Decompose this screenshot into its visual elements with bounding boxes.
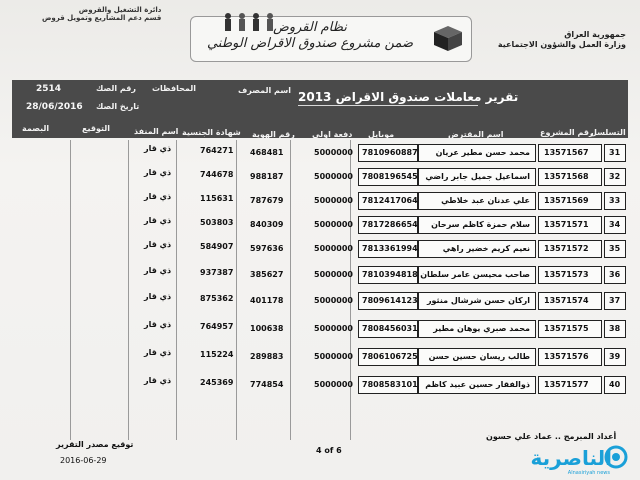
bank-name-label: اسم المصرف (238, 86, 291, 95)
borrower-name-cell: اركان حسن شرشال منثور (426, 296, 530, 305)
logo-line-2: ضمن مشروع صندوق الاقراض الوطني (206, 36, 414, 51)
col-header-signature: التوقيع (82, 124, 110, 133)
page-indicator: 4 of 6 (316, 446, 342, 455)
project-no-cell: 13571569 (544, 196, 589, 205)
project-no-cell: 13571576 (544, 352, 589, 361)
seq-cell: 31 (609, 148, 621, 157)
seq-cell: 39 (609, 352, 621, 361)
department-header (42, 6, 161, 22)
table-row (14, 192, 626, 212)
first-payment-cell: 5000000 (314, 352, 353, 361)
seq-cell: 36 (609, 270, 621, 279)
seq-cell: 40 (609, 380, 621, 389)
col-header-id-no: رقم الهوية (252, 130, 295, 139)
department-line-1: دائرة التشغيل والقروض (78, 6, 162, 14)
mobile-cell: 7810394818 (362, 270, 418, 279)
col-header-executor-name: اسم المنفذ (134, 127, 179, 136)
seq-cell: 34 (609, 220, 621, 229)
watermark-subtitle: Alnasiriyah news (567, 470, 610, 476)
table-row (14, 376, 626, 396)
nationality-cert-cell: 764957 (200, 322, 234, 331)
cube-logo-icon (430, 22, 464, 52)
mobile-cell: 7813361994 (362, 244, 418, 253)
col-header-nationality-cert: شهادة الجنسية (182, 128, 241, 137)
project-no-cell: 13571572 (544, 244, 589, 253)
borrower-name-cell: اسماعيل جميل جابر راضي (425, 172, 530, 181)
table-row (14, 216, 626, 236)
nationality-cert-cell: 115631 (200, 194, 234, 203)
executor-cell: ذي قار (144, 266, 172, 275)
col-header-first-payment: دفعة اولى (312, 130, 353, 139)
project-no-cell: 13571568 (544, 172, 589, 181)
borrower-name-cell: طالب ريسان حسين حسن (428, 352, 530, 361)
id-no-cell: 988187 (250, 172, 284, 181)
col-header-borrower-name: اسم المقترض (448, 130, 504, 139)
check-number-value: 2514 (36, 84, 62, 94)
report-date: 2016-06-29 (60, 456, 107, 465)
first-payment-cell: 5000000 (314, 296, 353, 305)
system-logo-title (205, 20, 415, 52)
table-row (14, 292, 626, 312)
project-no-cell: 13571573 (544, 270, 589, 279)
project-no-cell: 13571575 (544, 324, 589, 333)
id-no-cell: 385627 (250, 270, 284, 279)
table-row (14, 266, 626, 286)
nationality-cert-cell: 875362 (200, 294, 234, 303)
first-payment-cell: 5000000 (314, 196, 353, 205)
nationality-cert-cell: 584907 (200, 242, 234, 251)
first-payment-cell: 5000000 (314, 148, 353, 157)
report-title: تقرير معاملات صندوق الاقراض 2013 (298, 90, 519, 104)
ministry-line-2: وزارة العمل والشؤون الاجتماعية (497, 40, 626, 49)
mobile-cell: 7806106725 (362, 352, 418, 361)
id-no-cell: 289883 (250, 352, 284, 361)
watermark-name: الناصرية (530, 446, 612, 470)
check-number-label: رقم الصك (96, 84, 136, 93)
mobile-cell: 7809614123 (362, 296, 418, 305)
col-header-mobile: موبايل (368, 130, 395, 139)
seq-cell: 32 (609, 172, 621, 181)
department-line-2: قسم دعم المشاريع وتمويل قروض (42, 14, 162, 22)
executor-cell: ذي قار (144, 348, 172, 357)
nationality-cert-cell: 937387 (200, 268, 234, 277)
executor-cell: ذي قار (144, 192, 172, 201)
borrower-name-cell: صاحب محيسن عامر سلطان (420, 270, 530, 279)
mobile-cell: 7810960887 (362, 148, 418, 157)
table-row (14, 240, 626, 260)
first-payment-cell: 5000000 (314, 244, 353, 253)
mobile-cell: 7812417064 (362, 196, 418, 205)
nationality-cert-cell: 503803 (200, 218, 234, 227)
nationality-cert-cell: 764271 (200, 146, 234, 155)
id-no-cell: 597636 (250, 244, 284, 253)
id-no-cell: 401178 (250, 296, 284, 305)
first-payment-cell: 5000000 (314, 270, 353, 279)
mobile-cell: 7808583101 (362, 380, 418, 389)
seq-cell: 35 (609, 244, 621, 253)
table-row (14, 168, 626, 188)
check-date-value: 28/06/2016 (26, 102, 83, 112)
seq-cell: 38 (609, 324, 621, 333)
table-row (14, 320, 626, 340)
col-header-project-no: رقم المشروع (540, 128, 594, 137)
first-payment-cell: 5000000 (314, 172, 353, 181)
nationality-cert-cell: 115224 (200, 350, 234, 359)
id-no-cell: 100638 (250, 324, 284, 333)
check-date-label: تاريخ الصك (96, 102, 140, 111)
project-no-cell: 13571567 (544, 148, 589, 157)
col-header-seq: التسلسل (590, 128, 626, 137)
report-source-signature: توقيع مصدر التقرير (56, 440, 134, 449)
report-title-underline (298, 105, 478, 106)
borrower-name-cell: محمد حسن مطير عريان (435, 148, 530, 157)
id-no-cell: 840309 (250, 220, 284, 229)
first-payment-cell: 5000000 (314, 220, 353, 229)
borrower-name-cell: علي عدنان عبد خلاطي (441, 196, 530, 205)
executor-cell: ذي قار (144, 144, 172, 153)
mobile-cell: 7817286654 (362, 220, 418, 229)
project-no-cell: 13571577 (544, 380, 589, 389)
nationality-cert-cell: 744678 (200, 170, 234, 179)
provinces-label: المحافظات (152, 84, 196, 93)
executor-cell: ذي قار (144, 168, 172, 177)
executor-cell: ذي قار (144, 376, 172, 385)
borrower-name-cell: نعيم كريم خضير راهي (442, 244, 530, 253)
seq-cell: 33 (609, 196, 621, 205)
mobile-cell: 7808456031 (362, 324, 418, 333)
borrower-name-cell: سلام حمزة كاظم سرحان (431, 220, 530, 229)
ministry-line-1: جمهورية العراق (564, 30, 626, 39)
id-no-cell: 774854 (250, 380, 284, 389)
borrower-name-cell: محمد صبري يوهان مطير (433, 324, 530, 333)
ministry-header (498, 30, 626, 50)
executor-cell: ذي قار (144, 240, 172, 249)
project-no-cell: 13571574 (544, 296, 589, 305)
table-row (14, 144, 626, 164)
mobile-cell: 7808196545 (362, 172, 418, 181)
col-header-fingerprint: البصمة (22, 124, 50, 133)
seq-cell: 37 (609, 296, 621, 305)
first-payment-cell: 5000000 (314, 324, 353, 333)
executor-cell: ذي قار (144, 292, 172, 301)
executor-cell: ذي قار (144, 320, 172, 329)
nationality-cert-cell: 245369 (200, 378, 234, 387)
prepared-by: أعداد المبرمج .. عماد علي حسون (486, 432, 617, 441)
project-no-cell: 13571571 (544, 220, 589, 229)
borrower-name-cell: ذوالفقار حسين عبيد كاظم (425, 380, 530, 389)
executor-cell: ذي قار (144, 216, 172, 225)
logo-line-1: نظام القروض (273, 20, 347, 35)
id-no-cell: 468481 (250, 148, 284, 157)
id-no-cell: 787679 (250, 196, 284, 205)
table-row (14, 348, 626, 368)
first-payment-cell: 5000000 (314, 380, 353, 389)
